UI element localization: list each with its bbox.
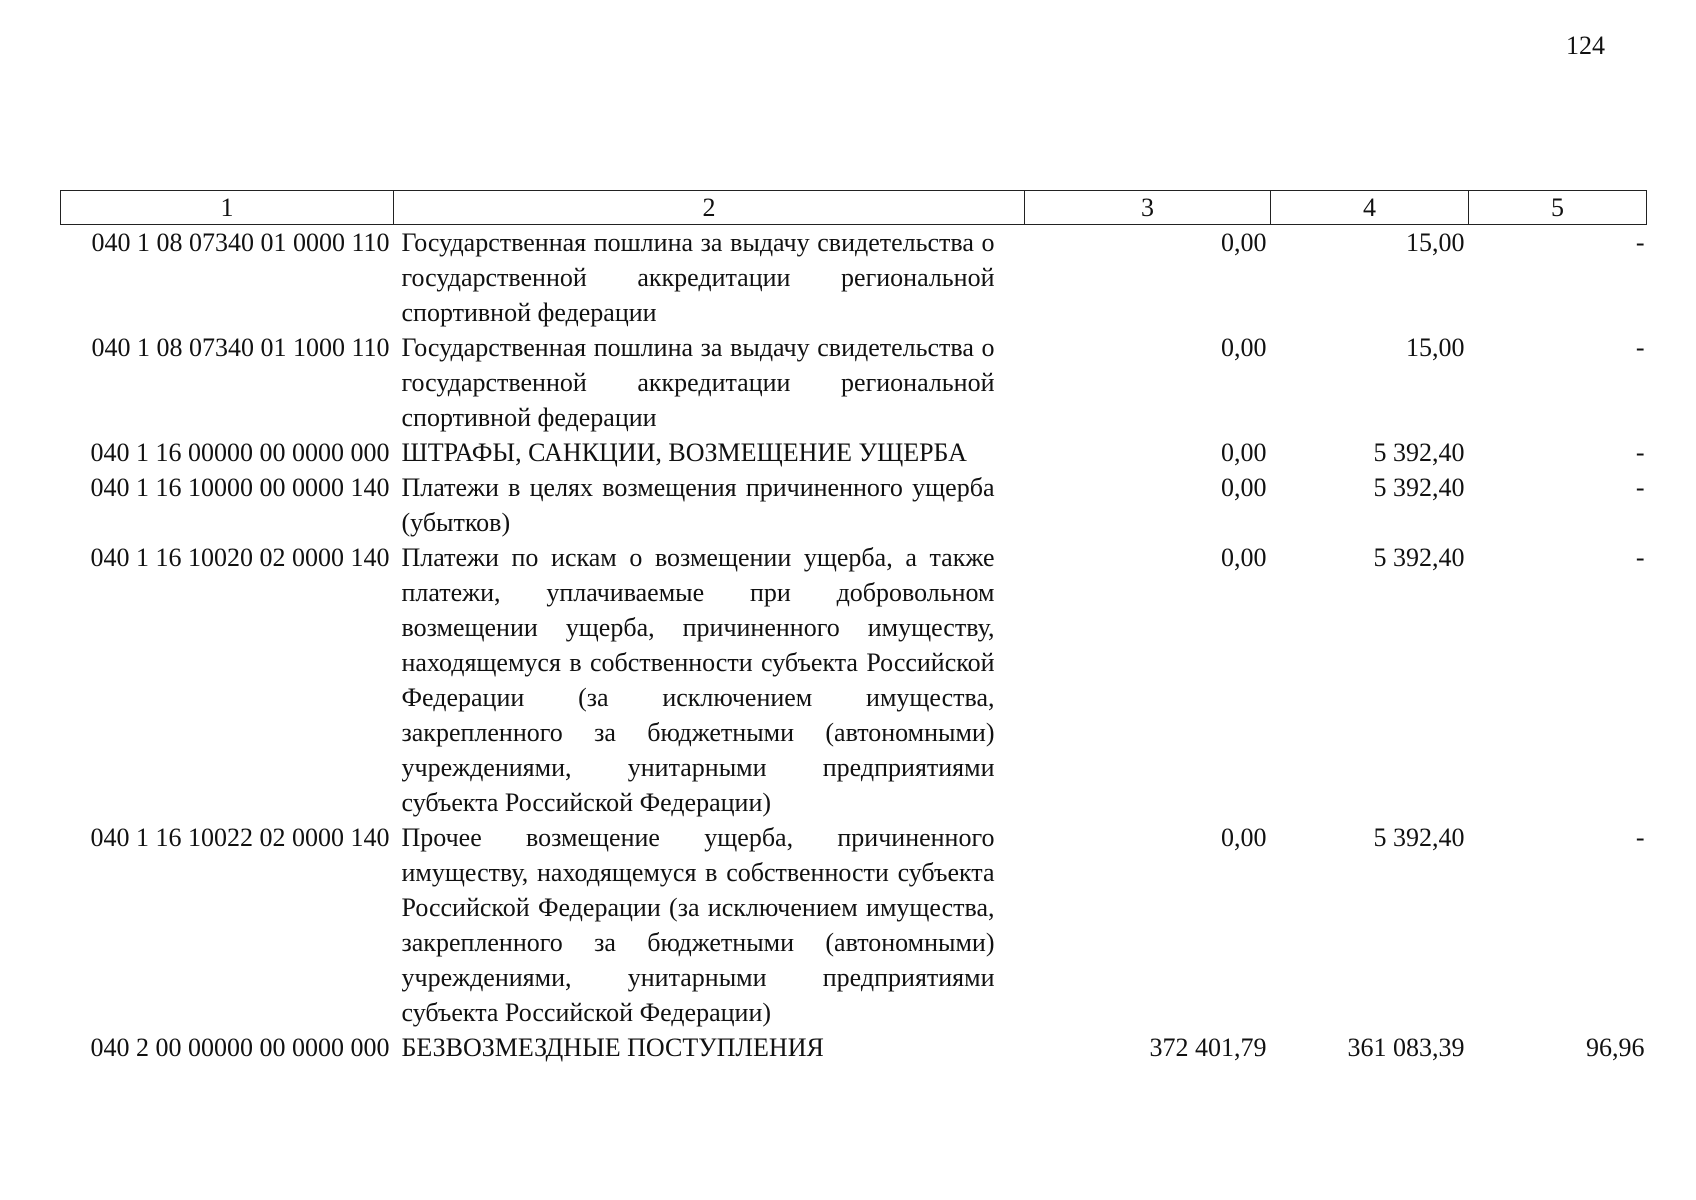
col3-value-cell: 0,00 — [1221, 823, 1267, 852]
revenue-name-cell: Прочее возмещение ущерба, причиненного имуществу, находящемуся в собственности субъекта Российской Федерации (за исключением имущества, закрепленного за бюджетными (автономными) учреждениями, унитарными предприятиями субъекта Российской Федерации) — [401, 823, 995, 1027]
table-row — [61, 330, 1647, 435]
table-row — [61, 1030, 1647, 1065]
col5-value-cell: - — [1635, 823, 1645, 852]
table-body — [61, 225, 1647, 1066]
revenue-name-cell: БЕЗВОЗМЕЗДНЫЕ ПОСТУПЛЕНИЯ — [401, 1033, 824, 1062]
page-number: 124 — [1566, 31, 1605, 60]
column-header-1: 1 — [61, 191, 394, 225]
revenue-name-cell: ШТРАФЫ, САНКЦИИ, ВОЗМЕЩЕНИЕ УЩЕРБА — [401, 438, 967, 467]
table-header — [61, 191, 1647, 225]
table-row — [61, 470, 1647, 540]
col5-value-cell: - — [1635, 438, 1645, 467]
col3-value-cell: 372 401,79 — [1149, 1033, 1267, 1062]
budget-code-cell: 040 1 08 07340 01 1000 110 — [91, 333, 390, 362]
col5-value-cell: - — [1635, 228, 1645, 257]
budget-code-cell: 040 2 00 00000 00 0000 000 — [90, 1033, 390, 1062]
table-row — [61, 820, 1647, 1030]
col3-value-cell: 0,00 — [1221, 333, 1267, 362]
header-row — [61, 191, 1647, 225]
column-header-4: 4 — [1271, 191, 1469, 225]
budget-code-cell: 040 1 08 07340 01 0000 110 — [91, 228, 390, 257]
col4-value-cell: 5 392,40 — [1373, 473, 1465, 502]
col4-value-cell: 5 392,40 — [1373, 543, 1465, 572]
table-row — [61, 225, 1647, 331]
budget-code-cell: 040 1 16 10020 02 0000 140 — [90, 543, 390, 572]
col3-value-cell: 0,00 — [1221, 543, 1267, 572]
col4-value-cell: 15,00 — [1406, 333, 1465, 362]
budget-revenue-table — [60, 190, 1647, 1065]
revenue-name-cell: Государственная пошлина за выдачу свидетельства о государственной аккредитации региональной спортивной федерации — [401, 333, 995, 432]
col5-value-cell: 96,96 — [1586, 1033, 1645, 1062]
col4-value-cell: 5 392,40 — [1373, 438, 1465, 467]
col3-value-cell: 0,00 — [1221, 473, 1267, 502]
revenue-name-cell: Платежи по искам о возмещении ущерба, а также платежи, уплачиваемые при добровольном возмещении ущерба, причиненного имуществу, находящемуся в собственности субъекта Российской Федерации (за исключением имущества, закрепленного за бюджетными (автономными) учреждениями, унитарными предприятиями субъекта Российской Федерации) — [401, 543, 995, 817]
col5-value-cell: - — [1635, 473, 1645, 502]
revenue-name-cell: Платежи в целях возмещения причиненного ущерба (убытков) — [401, 473, 995, 537]
col5-value-cell: - — [1635, 543, 1645, 572]
budget-code-cell: 040 1 16 10000 00 0000 140 — [90, 473, 390, 502]
column-header-5: 5 — [1469, 191, 1647, 225]
budget-code-cell: 040 1 16 00000 00 0000 000 — [90, 438, 390, 467]
col3-value-cell: 0,00 — [1221, 438, 1267, 467]
col4-value-cell: 15,00 — [1406, 228, 1465, 257]
col4-value-cell: 5 392,40 — [1373, 823, 1465, 852]
column-header-3: 3 — [1025, 191, 1271, 225]
col3-value-cell: 0,00 — [1221, 228, 1267, 257]
revenue-name-cell: Государственная пошлина за выдачу свидетельства о государственной аккредитации региональной спортивной федерации — [401, 228, 995, 327]
column-header-2: 2 — [394, 191, 1025, 225]
table-row — [61, 540, 1647, 820]
budget-code-cell: 040 1 16 10022 02 0000 140 — [90, 823, 390, 852]
col5-value-cell: - — [1635, 333, 1645, 362]
col4-value-cell: 361 083,39 — [1347, 1033, 1465, 1062]
table-row — [61, 435, 1647, 470]
